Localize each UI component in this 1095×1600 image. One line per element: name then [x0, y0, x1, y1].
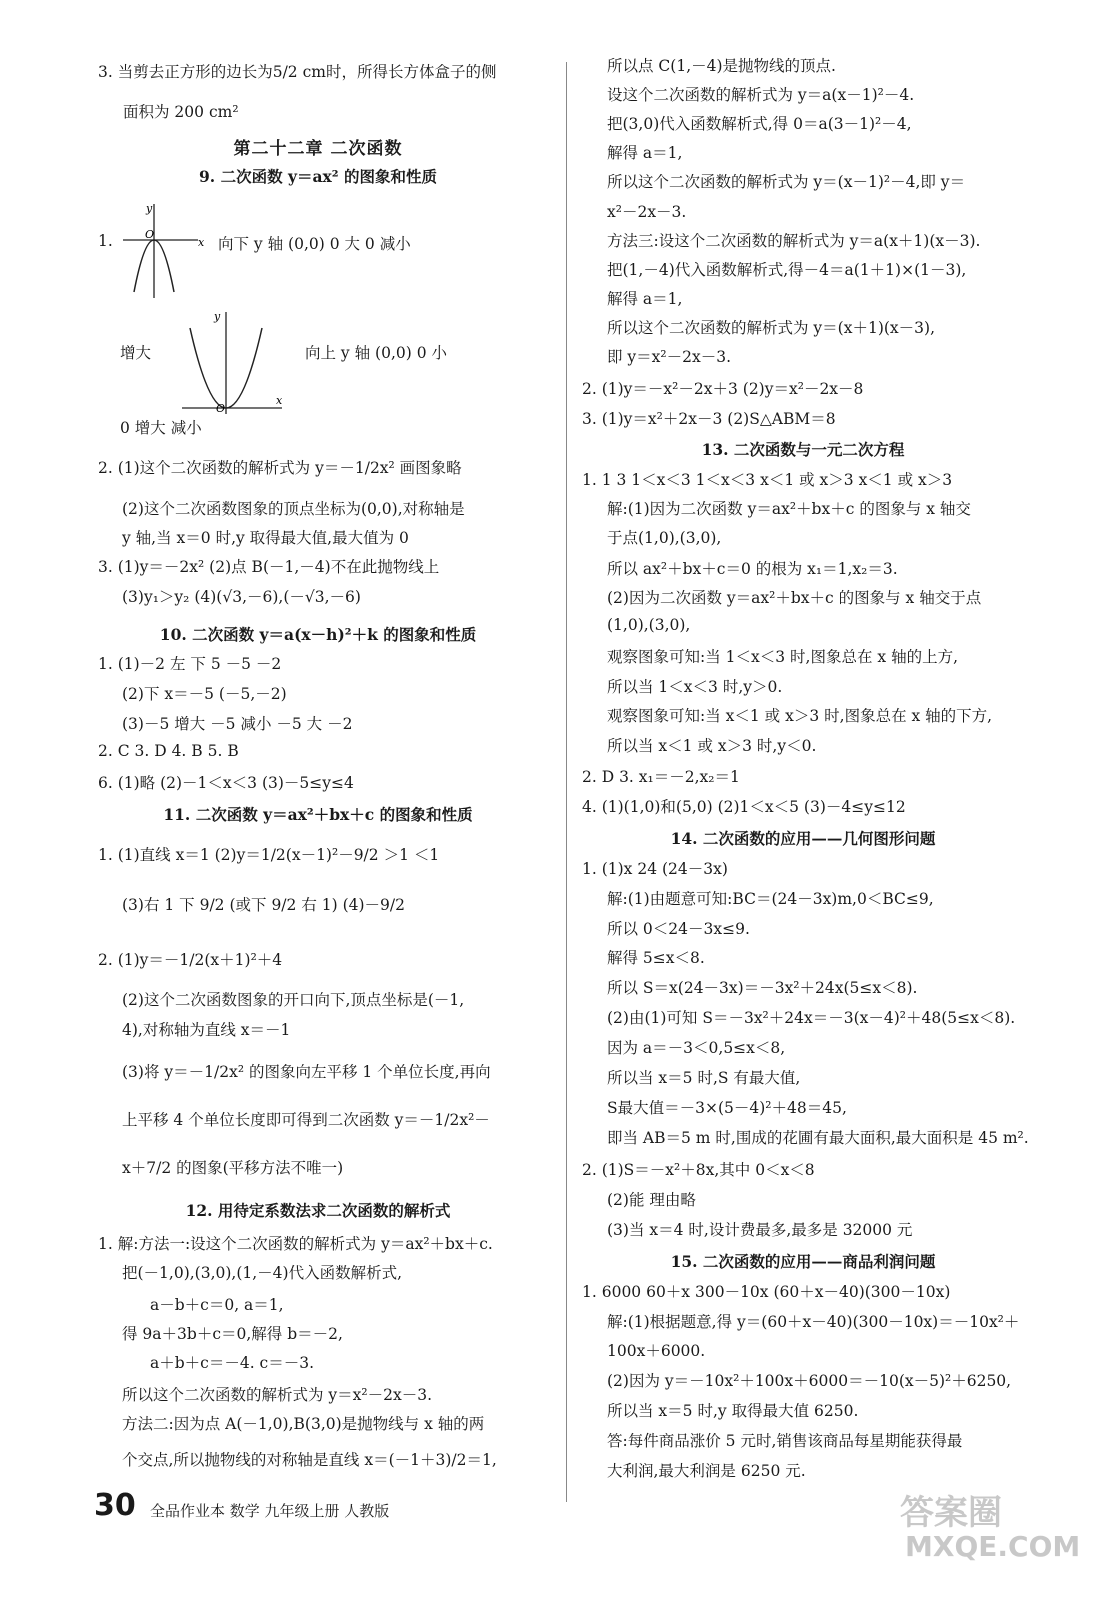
right-text-line: 所以这个二次函数的解析式为 y＝(x－1)²－4,即 y＝	[607, 173, 966, 191]
left-text-line: 2. (1)y＝－1/2(x＋1)²＋4	[98, 951, 283, 969]
left-text-line: (2)这个二次函数图象的顶点坐标为(0,0),对称轴是	[122, 500, 465, 518]
left-text-line: (2)下 x＝－5 (－5,－2)	[122, 685, 287, 703]
left-text-line: 所以这个二次函数的解析式为 y＝x²－2x－3.	[122, 1386, 433, 1404]
right-text-line: 即当 AB＝5 m 时,围成的花圃有最大面积,最大面积是 45 m².	[607, 1129, 1029, 1147]
right-text-line: 解得 5≤x＜8.	[607, 949, 705, 967]
right-text-line: 所以 S＝x(24－3x)＝－3x²＋24x(5≤x＜8).	[607, 979, 918, 997]
section-heading: 12. 用待定系数法求二次函数的解析式	[185, 1201, 451, 1220]
right-text-line: 所以当 x＝5 时,S 有最大值,	[607, 1069, 801, 1087]
left-text-line: 1. (1)－2 左 下 5 －5 －2	[98, 655, 282, 673]
right-text-line: 即 y＝x²－2x－3.	[607, 348, 732, 366]
right-text-line: 1. 1 3 1＜x＜3 1＜x＜3 x＜1 或 x＞3 x＜1 或 x＞3	[582, 471, 953, 489]
section-heading: 11. 二次函数 y＝ax²＋bx＋c 的图象和性质	[163, 805, 473, 824]
left-text-line: 上平移 4 个单位长度即可得到二次函数 y＝－1/2x²－	[122, 1111, 490, 1129]
left-text-line: (3)－5 增大 －5 减小 －5 大 －2	[122, 715, 353, 733]
section-heading: 10. 二次函数 y＝a(x－h)²＋k 的图象和性质	[159, 625, 477, 644]
page-number: 30	[94, 1488, 136, 1523]
right-text-line: 于点(1,0),(3,0),	[607, 529, 722, 547]
right-text-line: 把(3,0)代入函数解析式,得 0＝a(3－1)²－4,	[607, 115, 912, 133]
left-text-line: 个交点,所以抛物线的对称轴是直线 x＝(－1＋3)/2＝1,	[122, 1451, 497, 1469]
graph-y-label: y	[146, 202, 153, 215]
left-text-line: 向上 y 轴 (0,0) 0 小	[305, 344, 447, 362]
right-text-line: S最大值＝－3×(5－4)²＋48＝45,	[607, 1099, 847, 1117]
left-text-line: a＋b＋c＝－4. c＝－3.	[150, 1354, 315, 1372]
right-text-line: 解得 a＝1,	[607, 290, 683, 308]
right-text-line: 4. (1)(1,0)和(5,0) (2)1＜x＜5 (3)－4≤y≤12	[582, 798, 906, 816]
right-text-line: 解:(1)因为二次函数 y＝ax²＋bx＋c 的图象与 x 轴交	[607, 500, 971, 518]
left-text-line: 1. 解:方法一:设这个二次函数的解析式为 y＝ax²＋bx＋c.	[98, 1235, 493, 1253]
graph-origin-label: O	[216, 402, 226, 415]
left-text-line: 增大	[120, 344, 152, 362]
section-heading: 第二十二章 二次函数	[233, 139, 403, 159]
right-text-line: (1,0),(3,0),	[607, 616, 691, 634]
left-text-line: (3)将 y＝－1/2x² 的图象向左平移 1 个单位长度,再向	[122, 1063, 491, 1081]
right-text-line: 所以当 1＜x＜3 时,y＞0.	[607, 678, 783, 696]
right-text-line: 所以 ax²＋bx＋c＝0 的根为 x₁＝1,x₂＝3.	[607, 560, 898, 578]
right-text-line: 大利润,最大利润是 6250 元.	[607, 1462, 806, 1480]
right-text-line: x²－2x－3.	[607, 203, 687, 221]
left-text-line: 1.	[98, 232, 113, 250]
section-heading: 9. 二次函数 y＝ax² 的图象和性质	[199, 167, 437, 186]
left-text-line: (2)这个二次函数图象的开口向下,顶点坐标是(－1,	[122, 991, 465, 1009]
section-heading: 14. 二次函数的应用——几何图形问题	[670, 829, 936, 848]
right-text-line: (3)当 x＝4 时,设计费最多,最多是 32000 元	[607, 1221, 913, 1239]
right-text-line: 所以 0＜24－3x≤9.	[607, 920, 750, 938]
right-text-line: (2)由(1)可知 S＝－3x²＋24x＝－3(x－4)²＋48(5≤x＜8).	[607, 1009, 1016, 1027]
left-text-line: 向下 y 轴 (0,0) 0 大 0 减小	[218, 235, 411, 253]
right-text-line: 3. (1)y＝x²＋2x－3 (2)S△ABM＝8	[582, 410, 836, 428]
right-text-line: 观察图象可知:当 x＜1 或 x＞3 时,图象总在 x 轴的下方,	[607, 707, 993, 725]
right-text-line: 解:(1)由题意可知:BC＝(24－3x)m,0＜BC≤9,	[607, 890, 934, 908]
left-text-line: 方法二:因为点 A(－1,0),B(3,0)是抛物线与 x 轴的两	[122, 1415, 485, 1433]
section-heading: 13. 二次函数与一元二次方程	[701, 440, 905, 459]
left-text-line: (3)y₁＞y₂ (4)(√3,－6),(－√3,－6)	[122, 588, 361, 606]
right-text-line: 设这个二次函数的解析式为 y＝a(x－1)²－4.	[607, 86, 915, 104]
right-text-line: 解:(1)根据题意,得 y＝(60＋x－40)(300－10x)＝－10x²＋	[607, 1313, 1020, 1331]
left-text-line: 0 增大 减小	[120, 419, 202, 437]
right-text-line: 1. (1)x 24 (24－3x)	[582, 860, 728, 878]
right-text-line: 2. (1)y＝－x²－2x＋3 (2)y＝x²－2x－8	[582, 380, 864, 398]
footer-text: 全品作业本 数学 九年级上册 人教版	[150, 1502, 390, 1520]
right-text-line: 把(1,－4)代入函数解析式,得－4＝a(1＋1)×(1－3),	[607, 261, 967, 279]
right-text-line: 答:每件商品涨价 5 元时,销售该商品每星期能获得最	[607, 1432, 963, 1450]
right-text-line: 因为 a＝－3＜0,5≤x＜8,	[607, 1039, 786, 1057]
watermark-logo: 答案圈	[900, 1493, 1002, 1533]
left-text-line: y 轴,当 x＝0 时,y 取得最大值,最大值为 0	[122, 529, 409, 547]
left-text-line: a－b＋c＝0, a＝1,	[150, 1296, 284, 1314]
left-text-line: 把(－1,0),(3,0),(1,－4)代入函数解析式,	[122, 1264, 403, 1282]
right-text-line: 方法三:设这个二次函数的解析式为 y＝a(x＋1)(x－3).	[607, 232, 981, 250]
left-text-line: 3. (1)y＝－2x² (2)点 B(－1,－4)不在此抛物线上	[98, 558, 440, 576]
left-text-line: 2. (1)这个二次函数的解析式为 y＝－1/2x² 画图象略	[98, 459, 462, 477]
graph-x-label: x	[198, 236, 205, 249]
left-text-line: 2. C 3. D 4. B 5. B	[98, 742, 239, 760]
watermark-url: MXQE.COM	[905, 1530, 1081, 1563]
right-text-line: 2. D 3. x₁＝－2,x₂＝1	[582, 768, 740, 786]
left-text-line: x＋7/2 的图象(平移方法不唯一)	[122, 1159, 344, 1177]
right-text-line: 100x＋6000.	[607, 1342, 706, 1360]
graph-origin-label: O	[145, 228, 155, 241]
left-text-line: 6. (1)略 (2)－1＜x＜3 (3)－5≤y≤4	[98, 774, 354, 792]
downward-parabola-graph	[118, 200, 208, 300]
section-heading: 15. 二次函数的应用——商品利润问题	[670, 1252, 936, 1271]
right-text-line: 2. (1)S＝－x²＋8x,其中 0＜x＜8	[582, 1161, 815, 1179]
upward-parabola-graph	[178, 308, 288, 418]
right-text-line: 所以点 C(1,－4)是抛物线的顶点.	[607, 57, 836, 75]
graph-x-label: x	[276, 394, 283, 407]
right-text-line: 所以当 x＜1 或 x＞3 时,y＜0.	[607, 737, 817, 755]
left-text-line: (3)右 1 下 9/2 (或下 9/2 右 1) (4)－9/2	[122, 896, 405, 914]
left-text-line: 4),对称轴为直线 x＝－1	[122, 1021, 291, 1039]
right-text-line: 所以当 x＝5 时,y 取得最大值 6250.	[607, 1402, 859, 1420]
right-text-line: (2)能 理由略	[607, 1191, 696, 1209]
left-text-line: 得 9a＋3b＋c＝0,解得 b＝－2,	[122, 1325, 343, 1343]
right-text-line: (2)因为二次函数 y＝ax²＋bx＋c 的图象与 x 轴交于点	[607, 589, 982, 607]
right-text-line: (2)因为 y＝－10x²＋100x＋6000＝－10(x－5)²＋6250,	[607, 1372, 1012, 1390]
right-text-line: 所以这个二次函数的解析式为 y＝(x＋1)(x－3),	[607, 319, 936, 337]
left-text-line: 3. 当剪去正方形的边长为5/2 cm时，所得长方体盒子的侧	[98, 63, 497, 81]
left-text-line: 面积为 200 cm²	[123, 103, 239, 121]
right-text-line: 观察图象可知:当 1＜x＜3 时,图象总在 x 轴的上方,	[607, 648, 958, 666]
left-text-line: 1. (1)直线 x＝1 (2)y＝1/2(x－1)²－9/2 ＞1 ＜1	[98, 846, 440, 864]
right-text-line: 1. 6000 60＋x 300－10x (60＋x－40)(300－10x)	[582, 1283, 951, 1301]
right-text-line: 解得 a＝1,	[607, 144, 683, 162]
graph-y-label: y	[214, 310, 221, 323]
column-divider	[566, 62, 567, 1502]
